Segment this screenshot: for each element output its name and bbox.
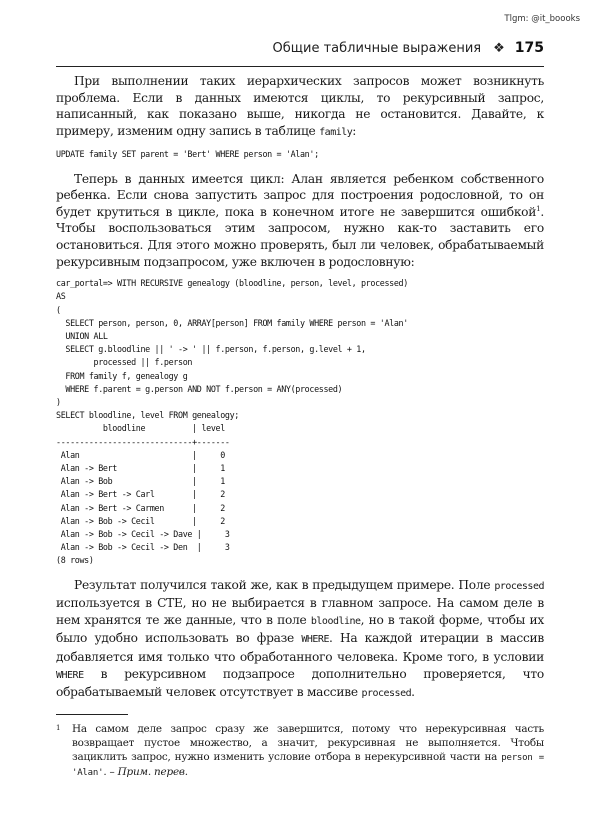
footnote-text-1: На самом деле запрос сразу же завершится, потому что нерекурсивная часть возвращает пустое множество, а значит, рекурсивная не выполняется. Чтобы зациклить запрос, нужно изменить условие отбора в нерекурсивной части на [72,723,544,763]
inline-code-bloodline: bloodline [310,615,361,627]
code-block-recursive-query: car_portal=> WITH RECURSIVE genealogy (bloodline, person, level, processed) AS ( SELECT person, person, 0, ARRAY[person] FROM family WHERE person = 'Alan' UNION ALL SELECT g.bloodline || ' -> ' || f.person, f.person, g.level + 1, processed || f.person FROM family f, genealogy g WHERE f.parent = g.person AND NOT f.person = ANY(processed) ) SELECT bloodline, level FROM genealogy; bloodline | level -----------------------------+------- Alan | 0 Alan -> Bert | 1 Alan -> Bob | 1 Alan -> Bert -> Carl | 2 Alan -> Bert -> Carmen | 2 Alan -> Bob -> Cecil | 2 Alan -> Bob -> Cecil -> Dave | 3 Alan -> Bob -> Cecil -> Den | 3 (8 rows) [56,278,408,566]
inline-code-processed-2: processed [361,688,412,700]
inline-code-family: family [319,126,353,138]
footnote-text [72,722,544,780]
footnote-text-2: . – [103,766,118,778]
footnote-reference[interactable]: 1 [536,204,541,213]
para2-text-a: Теперь в данных имеется цикл: Алан является ребенком собственного ребенка. Если снова запустить запрос для построения родословной, то он будет крутиться в цикле, пока в конечном итоге не завершится ошибкой [56,171,544,219]
para2-text-b: . Чтобы воспользоваться этим запросом, нужно как-то заставить его остановиться. Для этого можно проверять, был ли человек, обрабатываемый рекурсивным подзапросом, уже включен в родословную: [56,204,544,269]
page-body [56,73,544,703]
watermark-text: Tlgm: @it_boooks [504,14,580,24]
code-block-update: UPDATE family SET parent = 'Bert' WHERE person = 'Alan'; [56,149,319,160]
para3-text-3: , но в такой форме, чтобы их было удобно использовать во фразе [56,612,544,646]
footnote-marker: 1 [56,724,61,732]
footnote [56,722,544,780]
paragraph-result-explanation [56,577,544,703]
para3-text-1: Результат получился такой же, как в предыдущем примере. Поле [74,577,495,592]
footnote-divider [56,714,128,715]
para3-text-6: . [411,685,415,700]
page-number: 175 [514,40,544,56]
para3-text-5: в рекурсивном подзапросе дополнительно проверяется, что обрабатываемый человек отсутствует в массиве [56,666,544,700]
diamond-separator-icon: ❖ [493,41,505,56]
inline-code-processed: processed [494,580,544,592]
inline-code-where: WHERE [301,634,329,646]
para3-text-4: . На каждой итерации в массив добавляется имя только что обработанного человека. Кроме того, в условии [56,631,544,664]
paragraph-cycles-intro [56,73,544,141]
para3-text-2: используется в CTE, но не выбирается в главном запросе. На самом деле в нем хранятся те же данные, что в поле [56,596,544,627]
footnote-translator-note: Прим. перев. [117,766,188,778]
running-header [56,40,544,67]
section-title: Общие табличные выражения [272,41,482,56]
para1-end: : [352,123,357,138]
footnote-inline-code: person = 'Alan' [72,753,544,778]
paragraph-cycle-explanation [56,171,544,271]
inline-code-where-2: WHERE [56,669,84,681]
para1-text: При выполнении таких иерархических запросов может возникнуть проблема. Если в данных имеются циклы, то рекурсивный запрос, написанный, как показано выше, никогда не остановится. Давайте, к примеру, изменим одну запись в таблице [56,74,544,138]
